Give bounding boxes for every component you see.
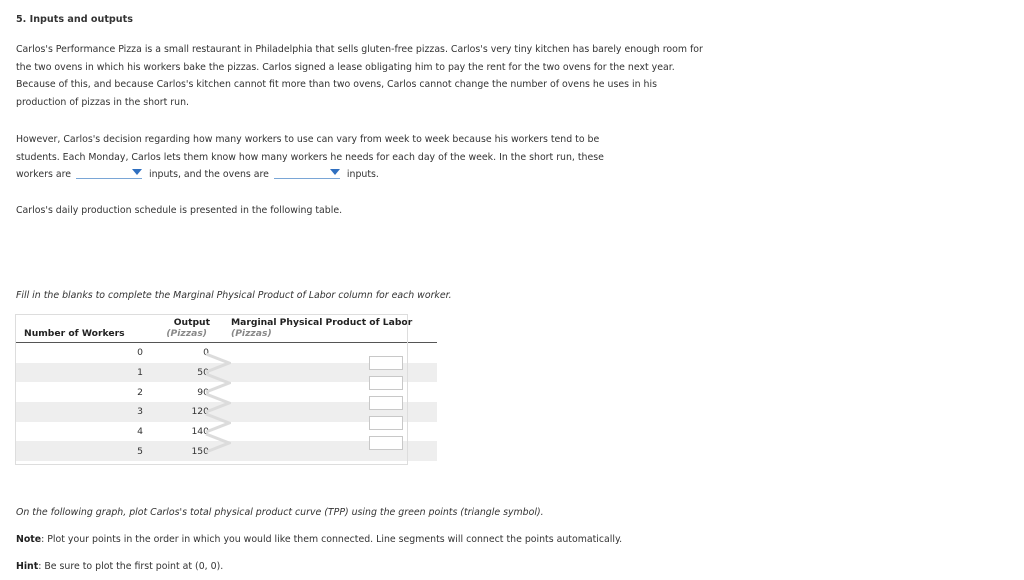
workers-paragraph-line-2: students. Each Monday, Carlos lets them know how many workers he needs for each day of the week. In the short run, these <box>16 151 604 163</box>
chevron-down-icon <box>330 169 340 175</box>
workers-cell: 5 <box>137 445 143 457</box>
workers-paragraph-line-1: However, Carlos's decision regarding how many workers to use can vary from week to week because his workers tend to be <box>16 134 600 145</box>
mpl-input-worker-4[interactable] <box>369 416 403 430</box>
output-cell: 90 <box>197 386 209 398</box>
mpl-unit: (Pizzas) <box>231 328 272 339</box>
output-cell: 140 <box>191 426 209 438</box>
output-cell: 120 <box>191 406 209 418</box>
arrow-icon <box>206 354 229 372</box>
ovens-input-type-dropdown[interactable] <box>274 167 340 179</box>
workers-cell: 0 <box>137 347 143 359</box>
graph-instruction: On the following graph, plot Carlos's total physical product curve (TPP) using the green points (triangle symbol). <box>16 507 544 518</box>
workers-are-text: workers are <box>16 169 71 181</box>
arrow-icon <box>206 394 229 412</box>
mpl-header: Marginal Physical Product of Labor <box>231 317 413 328</box>
note-label: Note <box>16 534 42 545</box>
between-rows-arrows <box>205 351 231 455</box>
mpl-input-worker-2[interactable] <box>369 376 403 390</box>
workers-cell: 1 <box>137 367 143 379</box>
note-body: : Plot your points in the order in which you would like them connected. Line segments will connect the points automatically. <box>41 534 623 545</box>
inputs-text: inputs. <box>346 169 379 181</box>
arrow-icon <box>206 434 229 452</box>
workers-cell: 4 <box>137 426 143 438</box>
question-title: 5. Inputs and outputs <box>16 14 133 25</box>
intro-paragraph: Carlos's Performance Pizza is a small restaurant in Philadelphia that sells gluten-free pizzas. Carlos's very tiny kitchen has barely enough room for the two ovens in which his workers bake the pizzas. Carlos signed a lease obligating him to pay the rent for the two ovens for the next year. Because of this, and because Carlos's kitchen cannot fit more than two ovens, Carlos cannot change the number of ovens he uses in his production of pizzas in the short run. <box>16 44 703 109</box>
chevron-down-icon <box>132 169 142 175</box>
workers-cell: 2 <box>137 386 143 398</box>
workers-paragraph <box>16 131 706 184</box>
output-unit: (Pizzas) <box>166 328 207 339</box>
hint-text <box>16 561 223 572</box>
hint-label: Hint <box>16 561 39 572</box>
workers-paragraph-line-3 <box>16 166 706 184</box>
mpl-input-worker-1[interactable] <box>369 356 403 370</box>
mpl-input-worker-3[interactable] <box>369 396 403 410</box>
ovens-are-text: inputs, and the ovens are <box>148 169 269 181</box>
output-cell: 50 <box>197 367 209 379</box>
workers-cell: 3 <box>137 406 143 418</box>
hint-body: : Be sure to plot the first point at (0, 0). <box>38 561 224 572</box>
mpl-input-worker-5[interactable] <box>369 436 403 450</box>
output-header: Output <box>173 317 210 328</box>
table-instruction: Fill in the blanks to complete the Marginal Physical Product of Labor column for each worker. <box>16 290 452 301</box>
arrow-icon <box>206 414 229 432</box>
note-text <box>16 534 622 545</box>
output-cell: 0 <box>203 347 209 359</box>
schedule-text: Carlos's daily production schedule is presented in the following table. <box>16 205 343 216</box>
workers-header: Number of Workers <box>15 328 146 343</box>
output-cell: 150 <box>191 445 209 457</box>
arrow-icon <box>206 374 229 392</box>
workers-input-type-dropdown[interactable] <box>76 167 142 179</box>
